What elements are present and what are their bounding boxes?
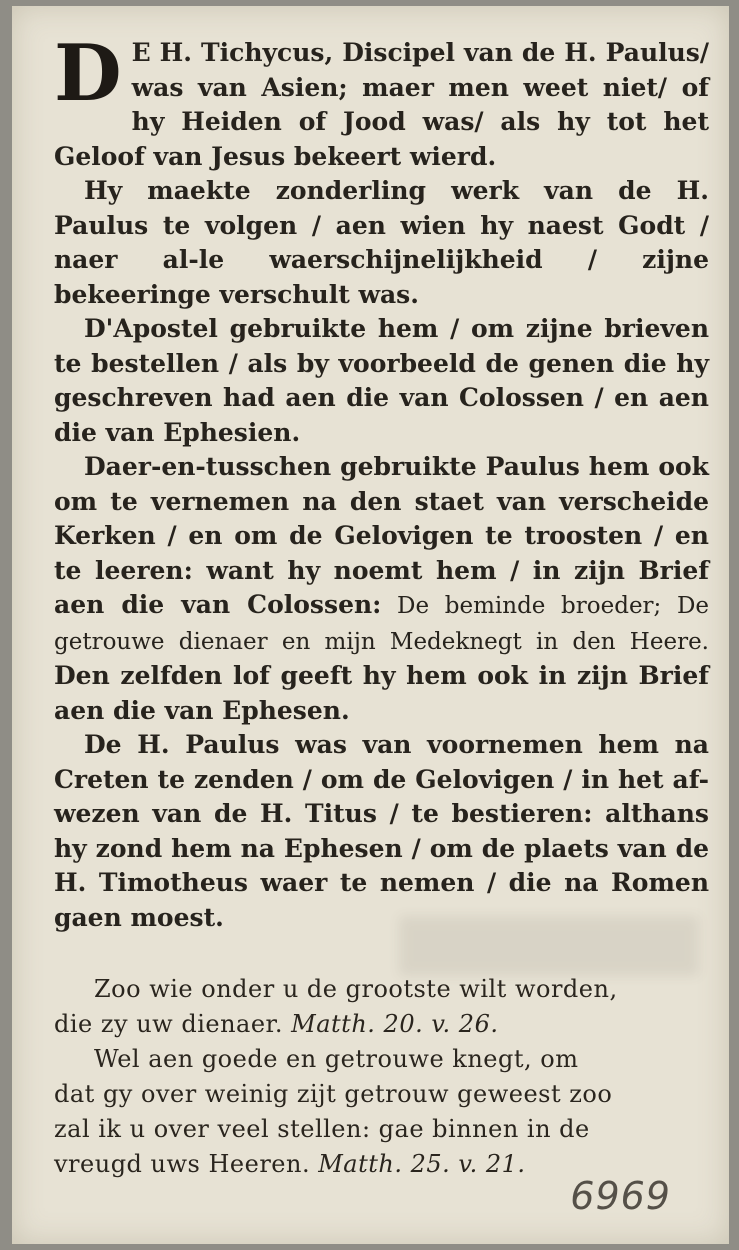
quote-line: dat gy over weinig zijt getrouw geweest zoo (54, 1080, 613, 1108)
paragraph-text: De H. Paulus was van voornemen hem na Creten te zenden / om de Gelovigen / in het af-wezen van de H. Titus / te bestieren: althans hy zond hem na Ephesen / om de plaets van de H. Timotheus waer te nemen / die na Romen gaen moest. (54, 730, 709, 932)
paragraph-text: Daer-en-tusschen gebruikte Paulus hem ook om te vernemen na den staet van verscheide Kerken / en om de Gelovigen te troosten / en te leeren: want hy noemt hem / in zijn Brief aen die van Colossen: (54, 452, 709, 619)
quote-reference: Matth. 20. v. 26. (291, 1010, 499, 1038)
paragraph-2 (54, 174, 709, 312)
paragraph-text: Hy maekte zonderling werk van de H. Paulus te volgen / aen wien hy naest Godt / naer al-le waerschijnelijkheid / zijne bekeeringe verschult was. (54, 176, 709, 309)
paragraph-text: Den zelfden lof geeft hy hem ook in zijn Brief aen die van Ephesen. (54, 661, 709, 725)
drop-cap: D (54, 28, 122, 119)
printed-page (12, 6, 729, 1244)
paragraph-text: D'Apostel gebruikte hem / om zijne brieven te bestellen / als by voorbeeld de genen die hy geschreven had aen die van Colossen / en aen die van Ephesien. (54, 314, 709, 447)
paragraph-text: E H. Tichycus, Discipel van de H. Paulus/ was van Asien; maer men weet niet/ of hy Heiden of Jood was/ als hy tot het Geloof van Jesus bekeert wierd. (54, 38, 709, 171)
quote-reference: Matth. 25. v. 21. (318, 1150, 526, 1178)
paragraph-3 (54, 312, 709, 450)
catalog-number: 6969 (570, 1174, 671, 1218)
quote-line: Wel aen goede en getrouwe knegt, om (94, 1045, 579, 1073)
main-text (54, 28, 710, 935)
quote-block (54, 972, 709, 1182)
quote-line: zal ik u over veel stellen: gae binnen in de (54, 1115, 590, 1143)
paragraph-1 (54, 28, 709, 174)
paragraph-5 (54, 728, 709, 935)
scripture-citation: De beminde broeder; De getrouwe dienaer en mijn Medeknegt in den Heere. (54, 593, 710, 655)
quote-line: die zy uw dienaer. Matth. 20. v. 26. (54, 1010, 499, 1038)
quote-line: vreugd uws Heeren. Matth. 25. v. 21. (54, 1150, 526, 1178)
quote-line: Zoo wie onder u de grootste wilt worden, (94, 975, 618, 1003)
show-through (399, 916, 699, 976)
paragraph-4 (54, 450, 709, 728)
